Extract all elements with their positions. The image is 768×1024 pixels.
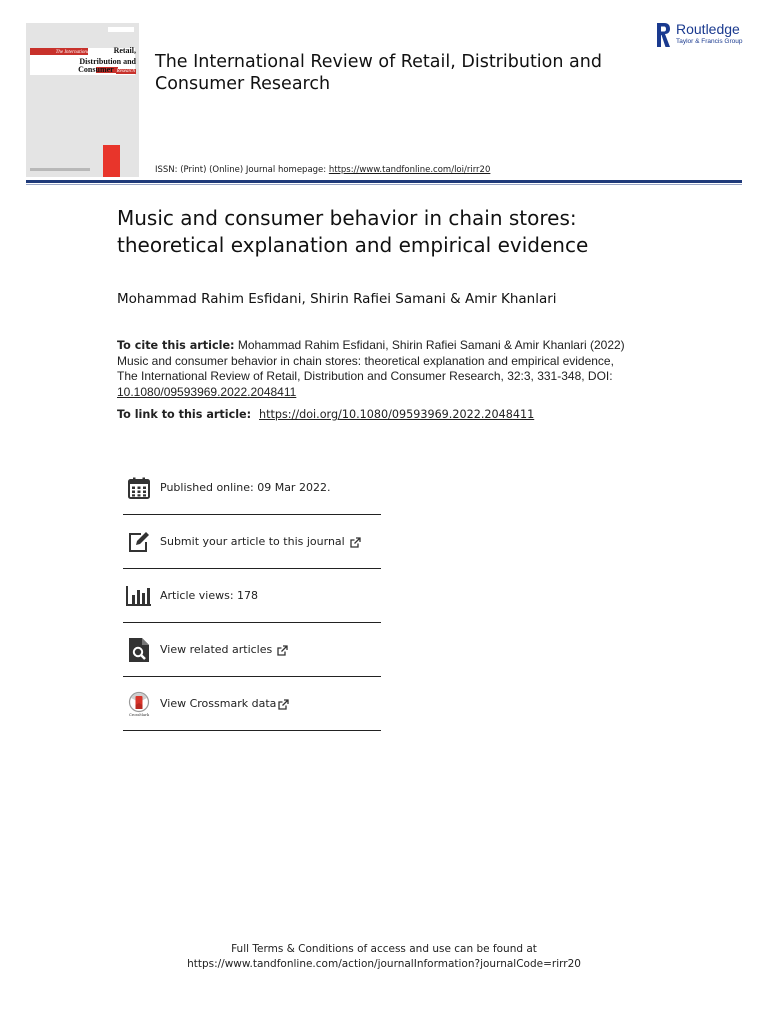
calendar-icon (126, 475, 152, 501)
journal-cover-image (26, 23, 139, 177)
related-articles-row[interactable] (123, 623, 381, 677)
crossmark-logo-text: CrossMark (128, 712, 150, 717)
citation-block (117, 338, 637, 400)
footer (0, 942, 768, 971)
issn-label: ISSN: (Print) (Online) Journal homepage: (155, 165, 329, 175)
cover-volume-line (30, 168, 90, 171)
crossmark-label: View Crossmark data (160, 697, 277, 710)
footer-terms-link[interactable]: https://www.tandfonline.com/action/journalInformation?journalCode=rirr20 (187, 957, 581, 970)
cite-label: To cite this article: (117, 339, 235, 352)
header-divider (26, 180, 742, 183)
external-link-icon (277, 645, 288, 656)
cover-title (32, 47, 136, 77)
bar-chart-icon (126, 583, 152, 609)
cover-red-bar (103, 145, 120, 177)
article-info-list (123, 461, 381, 731)
article-link-line (117, 408, 534, 421)
external-link-icon (278, 699, 289, 710)
cite-doi-link[interactable]: 10.1080/09593969.2022.2048411 (117, 384, 297, 399)
footer-terms-text: Full Terms & Conditions of access and use can be found at (231, 943, 537, 955)
search-document-icon (126, 637, 152, 663)
article-authors: Mohammad Rahim Esfidani, Shirin Rafiei Samani & Amir Khanlari (117, 291, 557, 307)
article-views: Article views: 178 (160, 589, 259, 602)
article-title: Music and consumer behavior in chain stores: theoretical explanation and empirical evidence (117, 206, 589, 257)
header-divider-thin (26, 184, 742, 185)
related-articles-label: View related articles (160, 643, 273, 656)
cover-issn-box (108, 27, 134, 32)
crossmark-icon (126, 691, 152, 717)
cover-title-line1: The International Review of (55, 50, 112, 55)
publisher-name: Routledge (676, 21, 740, 37)
publisher-subtitle: Taylor & Francis Group (676, 38, 743, 45)
cite-text: Mohammad Rahim Esfidani, Shirin Rafiei Samani & Amir Khanlari (2022) Music and consumer behavior in chain stores: theoretical explanation and empirical evidence, The International Review of Retail, Distribution and Consumer Research, 32:3, 331-348, DOI: (117, 338, 625, 383)
published-row (123, 461, 381, 515)
link-label: To link to this article: (117, 408, 255, 421)
edit-icon (126, 529, 152, 555)
cover-title-word1: Retail, (113, 46, 136, 55)
related-articles-link[interactable] (160, 643, 288, 656)
cover-title-line2: Distribution and (79, 56, 136, 66)
crossmark-row[interactable] (123, 677, 381, 731)
article-doi-link[interactable]: https://doi.org/10.1080/09593969.2022.2048411 (259, 408, 535, 421)
external-link-icon (350, 537, 361, 548)
article-views-row (123, 569, 381, 623)
cover-title-word3: Research (116, 69, 135, 74)
journal-title[interactable]: The International Review of Retail, Distribution and Consumer Research (155, 52, 602, 94)
submit-article-link[interactable] (160, 535, 361, 548)
submit-article-row[interactable] (123, 515, 381, 569)
crossmark-link[interactable] (160, 697, 289, 710)
published-date: Published online: 09 Mar 2022. (160, 481, 331, 494)
journal-homepage-link[interactable]: https://www.tandfonline.com/loi/rirr20 (328, 165, 491, 175)
issn-line (155, 165, 490, 175)
cover-title-line3: Consumer (78, 65, 114, 74)
routledge-logo[interactable] (655, 21, 750, 51)
routledge-logo-icon (655, 21, 672, 49)
submit-article-label: Submit your article to this journal (160, 535, 345, 548)
